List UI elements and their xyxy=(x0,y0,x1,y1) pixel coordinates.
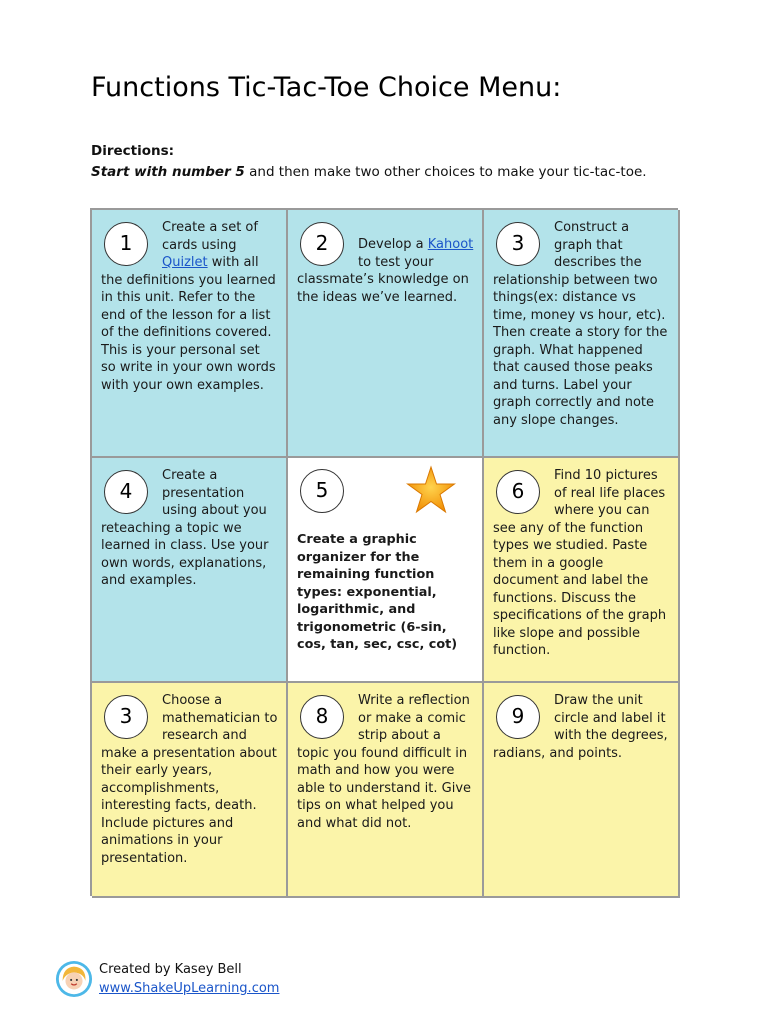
number-circle: 1 xyxy=(104,222,148,266)
number-circle: 8 xyxy=(300,695,344,739)
page-title: Functions Tic-Tac-Toe Choice Menu: xyxy=(91,72,562,103)
cell-text: Create a graphic organizer for the remaining function types: exponential, logarithmic, and trigonometric (6-sin, cos, tan, sec, csc, cot) xyxy=(297,532,458,652)
choice-cell-7 xyxy=(92,683,288,898)
kasey-bell-avatar-icon xyxy=(55,960,93,998)
choice-cell-3 xyxy=(484,210,680,458)
directions-rest: and then make two other choices to make your tic-tac-toe. xyxy=(244,164,647,180)
choice-cell-6 xyxy=(484,458,680,683)
footer xyxy=(55,960,279,998)
choice-cell-8 xyxy=(288,683,484,898)
cell-text: Choose a mathematician to research and make a presentation about their early years, accomplishments, interesting facts, death. Include pictures and animations in your presentation. xyxy=(101,693,278,866)
cell-text: Draw the unit circle and label it with the degrees, radians, and points. xyxy=(493,693,668,761)
kahoot-link[interactable]: Kahoot xyxy=(427,237,474,252)
cell-text: Develop a xyxy=(358,237,428,252)
footer-credit: Created by Kasey Bell xyxy=(99,962,242,977)
number-circle: 3 xyxy=(496,222,540,266)
number-circle: 3 xyxy=(104,695,148,739)
cell-text: Create a presentation using about you reteaching a topic we learned in class. Use your own words, explanations, and examples. xyxy=(101,468,269,588)
choice-cell-9 xyxy=(484,683,680,898)
cell-5-header xyxy=(297,467,474,515)
cell-text: to test your classmate’s knowledge on the ideas we’ve learned. xyxy=(297,254,469,305)
number-circle: 9 xyxy=(496,695,540,739)
footer-website-link[interactable]: www.ShakeUpLearning.com xyxy=(99,981,280,996)
cell-text: Construct a graph that describes the relationship between two things(ex: distance vs time, money vs hour, etc). Then create a story for the graph. What happened that caused those peaks and turns. Label your graph correctly and note any slope changes. xyxy=(493,220,668,428)
quizlet-link[interactable]: Quizlet xyxy=(162,255,208,270)
directions-emphasis: Start with number 5 xyxy=(91,164,245,180)
choice-cell-1 xyxy=(92,210,288,458)
cell-text: Write a reflection or make a comic strip about a topic you found difficult in math and how you were able to understand it. Give tips on what helped you and what did not. xyxy=(297,693,472,831)
star-icon xyxy=(406,465,456,515)
cell-text: Create a set of cards using xyxy=(162,220,258,253)
number-circle: 6 xyxy=(496,470,540,514)
number-circle: 4 xyxy=(104,470,148,514)
choice-cell-4 xyxy=(92,458,288,683)
choice-cell-2 xyxy=(288,210,484,458)
number-circle: 5 xyxy=(300,469,344,513)
number-circle: 2 xyxy=(300,222,344,266)
choice-grid xyxy=(90,208,678,896)
directions-text xyxy=(91,164,647,180)
cell-text: Find 10 pictures of real life places where you can see any of the function types we studied. Paste them in a google document and label the functions. Discuss the specifications of the graph like slope and possible function. xyxy=(493,468,667,658)
cell-text: with all the definitions you learned in this unit. Refer to the end of the lesson for a list of the definitions covered. This is your personal set so write in your own words with your own examples. xyxy=(101,255,276,393)
choice-cell-5 xyxy=(288,458,484,683)
directions-heading: Directions: xyxy=(91,143,175,159)
